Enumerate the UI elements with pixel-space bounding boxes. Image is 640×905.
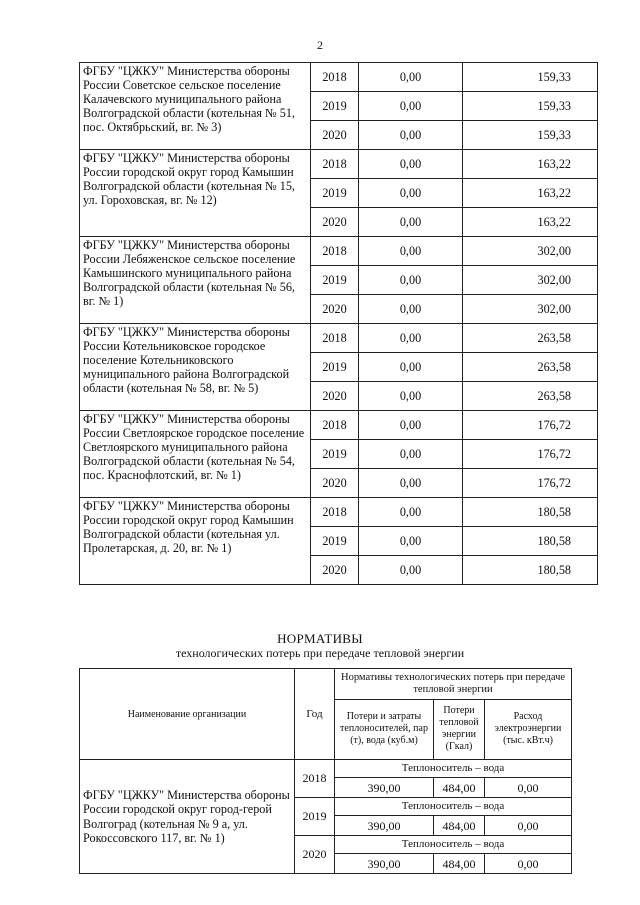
year-cell: 2019 [311, 440, 359, 469]
organization-cell: ФГБУ "ЦЖКУ" Министерства обороны России городской округ город Камышин Волгоградской области (котельная ул. Пролетарская, д. 20, вг. № 1) [80, 498, 311, 585]
table-row [80, 498, 598, 527]
organization-cell: ФГБУ "ЦЖКУ" Министерства обороны России Котельниковское городское поселение Котельниковского муниципального района Волгоградской области (котельная № 58, вг. № 5) [80, 324, 311, 411]
header-heat-losses: Потери тепловой энергии (Гкал) [434, 699, 485, 759]
loss-value-cell: 0,00 [359, 440, 463, 469]
loss-value-cell: 0,00 [359, 324, 463, 353]
table-row [80, 63, 598, 92]
table-row [80, 324, 598, 353]
loss-value-cell: 0,00 [359, 179, 463, 208]
table-row [80, 411, 598, 440]
organization-cell: ФГБУ "ЦЖКУ" Министерства обороны России Лебяженское сельское поселение Камышинского муниципального района Волгоградской области (котельная № 56, вг. № 1) [80, 237, 311, 324]
heat-losses-value: 484,00 [434, 854, 485, 874]
header-org: Наименование организации [80, 669, 295, 760]
loss-value-cell: 0,00 [359, 237, 463, 266]
table-row [80, 237, 598, 266]
year-cell: 2018 [311, 498, 359, 527]
year-cell: 2018 [311, 411, 359, 440]
norm-value-cell: 180,58 [463, 498, 598, 527]
loss-value-cell: 0,00 [359, 208, 463, 237]
carrier-label: Теплоноситель – вода [335, 760, 572, 778]
loss-value-cell: 0,00 [359, 469, 463, 498]
norm-value-cell: 163,22 [463, 150, 598, 179]
norm-value-cell: 163,22 [463, 179, 598, 208]
carrier-label: Теплоноситель – вода [335, 798, 572, 816]
loss-value-cell: 0,00 [359, 498, 463, 527]
year-cell: 2020 [311, 556, 359, 585]
loss-value-cell: 0,00 [359, 266, 463, 295]
year-cell: 2018 [295, 760, 335, 798]
organization-cell: ФГБУ "ЦЖКУ" Министерства обороны России городской округ город Камышин Волгоградской области (котельная № 15, ул. Гороховская, вг. № 12) [80, 150, 311, 237]
norm-value-cell: 159,33 [463, 63, 598, 92]
organization-cell: ФГБУ "ЦЖКУ" Министерства обороны России Светлоярское городское поселение Светлоярского муниципального района Волгоградской области (котельная № 54, пос. Краснофлотский, вг. № 1) [80, 411, 311, 498]
year-cell: 2020 [311, 295, 359, 324]
year-cell: 2020 [295, 836, 335, 874]
norm-value-cell: 159,33 [463, 121, 598, 150]
norm-value-cell: 302,00 [463, 295, 598, 324]
organization-cell: ФГБУ "ЦЖКУ" Министерства обороны России городской округ город-герой Волгоград (котельная № 9 а, ул. Рокоссовского 117, вг. № 1) [80, 760, 295, 874]
page-number: 2 [317, 38, 323, 52]
table-row [80, 760, 572, 778]
year-cell: 2019 [295, 798, 335, 836]
norm-value-cell: 159,33 [463, 92, 598, 121]
table-row [80, 150, 598, 179]
section-subtitle: технологических потерь при передаче тепловой энергии [175, 646, 465, 660]
header-electricity: Расход электроэнергии (тыс. кВт.ч) [485, 699, 572, 759]
year-cell: 2020 [311, 121, 359, 150]
loss-value-cell: 0,00 [359, 353, 463, 382]
organization-cell: ФГБУ "ЦЖКУ" Министерства обороны России Советское сельское поселение Калачевского муниципального района Волгоградской области (котельная № 51, пос. Октябрьский, вг. № 3) [80, 63, 311, 150]
norm-value-cell: 163,22 [463, 208, 598, 237]
year-cell: 2020 [311, 208, 359, 237]
loss-value-cell: 0,00 [359, 382, 463, 411]
carrier-label: Теплоноситель – вода [335, 836, 572, 854]
norm-value-cell: 180,58 [463, 527, 598, 556]
electricity-value: 0,00 [485, 816, 572, 836]
loss-value-cell: 0,00 [359, 527, 463, 556]
header-year: Год [295, 669, 335, 760]
heat-losses-value: 484,00 [434, 816, 485, 836]
year-cell: 2018 [311, 150, 359, 179]
section-title: НОРМАТИВЫ [277, 631, 363, 646]
norm-value-cell: 263,58 [463, 382, 598, 411]
loss-value-cell: 0,00 [359, 295, 463, 324]
loss-value-cell: 0,00 [359, 92, 463, 121]
norm-value-cell: 263,58 [463, 353, 598, 382]
loss-value-cell: 0,00 [359, 63, 463, 92]
year-cell: 2018 [311, 237, 359, 266]
heat-losses-value: 484,00 [434, 778, 485, 798]
norm-value-cell: 263,58 [463, 324, 598, 353]
year-cell: 2018 [311, 63, 359, 92]
year-cell: 2019 [311, 527, 359, 556]
electricity-value: 0,00 [485, 854, 572, 874]
loss-value-cell: 0,00 [359, 150, 463, 179]
loss-value-cell: 0,00 [359, 121, 463, 150]
carrier-losses-value: 390,00 [335, 778, 434, 798]
year-cell: 2019 [311, 353, 359, 382]
carrier-losses-value: 390,00 [335, 854, 434, 874]
losses-table-continued [79, 62, 598, 585]
loss-value-cell: 0,00 [359, 556, 463, 585]
norm-value-cell: 176,72 [463, 440, 598, 469]
norm-value-cell: 302,00 [463, 237, 598, 266]
year-cell: 2019 [311, 266, 359, 295]
loss-value-cell: 0,00 [359, 411, 463, 440]
electricity-value: 0,00 [485, 778, 572, 798]
year-cell: 2020 [311, 382, 359, 411]
carrier-losses-value: 390,00 [335, 816, 434, 836]
header-carrier-losses: Потери и затраты теплоносителей, пар (т), вода (куб.м) [335, 699, 434, 759]
year-cell: 2018 [311, 324, 359, 353]
year-cell: 2019 [311, 179, 359, 208]
norm-value-cell: 180,58 [463, 556, 598, 585]
norm-value-cell: 176,72 [463, 469, 598, 498]
norm-value-cell: 176,72 [463, 411, 598, 440]
year-cell: 2020 [311, 469, 359, 498]
year-cell: 2019 [311, 92, 359, 121]
norms-table [79, 668, 572, 874]
header-norms-group: Нормативы технологических потерь при передаче тепловой энергии [335, 669, 572, 700]
norm-value-cell: 302,00 [463, 266, 598, 295]
